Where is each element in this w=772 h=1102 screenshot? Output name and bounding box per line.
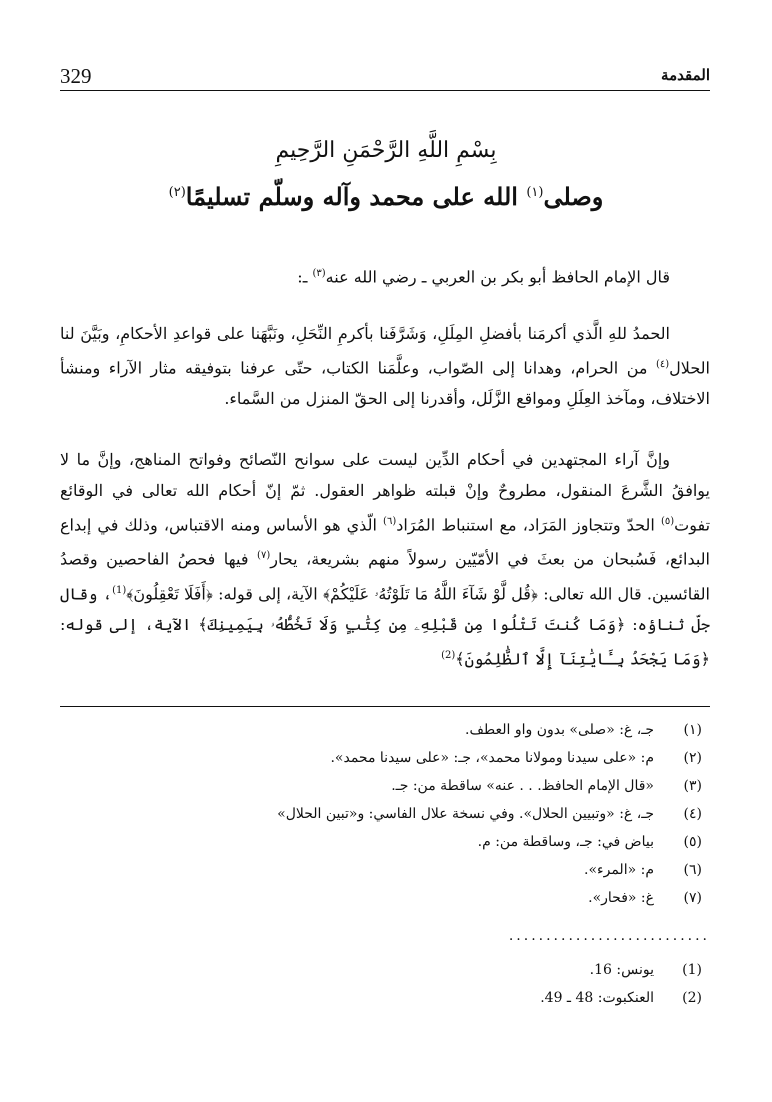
footnote-text: م: «المرء». [584, 862, 654, 878]
quran-reference-item [60, 984, 710, 1012]
footnote-item [60, 744, 710, 772]
footnote-number: (٤) [683, 806, 702, 822]
footnote-divider [60, 706, 710, 707]
footnote-item [60, 800, 710, 828]
main-text-b: الحدّ وتتجاوز المَرَاد، مع استنباط المُرَاد [396, 515, 661, 535]
footnote-number: (٢) [683, 750, 702, 766]
footnote-ref[interactable]: (2) [441, 649, 456, 661]
quran-reference-item [60, 956, 710, 984]
footnote-text: بياض في: جـ، وساقطة من: م. [477, 834, 654, 850]
salutation-line [0, 182, 772, 211]
salutation-part-b: الله على محمد وآله وسلّم تسليمًا [185, 182, 527, 211]
reference-number: (2) [682, 990, 702, 1006]
footnote-text: جـ، غ: «صلى» بدون واو العطف. [465, 722, 654, 738]
footnote-ref[interactable]: (١) [526, 185, 544, 200]
page-number: 329 [60, 64, 92, 88]
footnote-number: (٣) [683, 778, 702, 794]
footnote-item [60, 856, 710, 884]
main-text-e: ، وقال جلّ ثناؤه: ﴿وَمَا كُنتَ تَتْلُوا مِن قَبْلِهِۦ مِن كِتَٰبٍ وَلَا تَخُطُّهُۥ بِيَمِينِكَ﴾ الآية، إلى قوله: ﴿وَمَا يَجْحَدُ بِـَٔايَٰتِنَآ إِلَّا ٱلظَّٰلِمُونَ﴾ [60, 583, 710, 669]
footnote-number: (٥) [683, 834, 702, 850]
reference-text: العنكبوت: 48 ـ 49. [540, 990, 654, 1006]
paragraph-hamd [60, 318, 710, 414]
hamd-text-a: الحمدُ للهِ الَّذي أكرمَنا بأفضلِ المِلَلِ، وَشَرَّفَنا بأكرمِ النِّحَلِ، ونَبَّهَنا على قواعدِ الأحكامِ، وبَيَّنَ لنا الحلال [60, 324, 710, 378]
main-text-d: فيها فحصُ الفاحصين وقصدُ القائسين. قال الله تعالى: ﴿قُل لَّوْ شَآءَ اللَّهُ مَا تَلَوْتُهُۥ عَلَيْكُمْ﴾ الآية، إلى قوله: ﴿أَفَلَا تَعْقِلُونَ﴾ [60, 549, 710, 603]
footnote-ref[interactable]: (٤) [655, 359, 670, 370]
footnote-text: «قال الإمام الحافظ. . . عنه» ساقطة من: جـ. [391, 778, 654, 794]
footnote-ref[interactable]: (٣) [312, 268, 326, 279]
chapter-title: المقدمة [661, 66, 710, 84]
footnote-item [60, 884, 710, 912]
footnote-number: (٦) [683, 862, 702, 878]
hamd-text-b: من الحرام، وهدانا إلى الصّواب، وعلَّمَنا الكتاب، حتّى عرفنا بتوفيقه مثار الآراء ومنشأ الاختلاف، ومآخذ العِلَلِ ومواقع الزَّلَل، وأقدرنا إلى الحقّ المنزل من السَّماء. [60, 358, 710, 409]
footnote-text: غ: «فحار». [588, 890, 654, 906]
main-text-c: الّذي هو الأساس ومنه الاقتباس، وذلك في إبداع البدائع، فَسُبحان من بعثَ في الأمّيّين رسولاً منهم بشريعة، يحار [60, 515, 711, 569]
intro-end: ـ: [297, 267, 313, 287]
footnote-ref[interactable]: (٦) [383, 516, 397, 527]
footnote-ref[interactable]: (٢) [168, 185, 186, 200]
paragraph-main [60, 444, 710, 674]
basmala: بِسْمِ اللَّهِ الرَّحْمَنِ الرَّحِيمِ [275, 138, 497, 163]
footnote-ref[interactable]: (٧) [257, 550, 271, 562]
footnote-number: (٧) [683, 890, 702, 906]
dotted-separator: ........................... [508, 928, 710, 944]
main-text-a: وإنَّ آراء المجتهدين في أحكام الدِّين ليست على سوانح النّصائح وفواتح المناهج، وإنَّ ما لا يوافقُ الشَّرعَ المنقول، مطروحٌ وإنْ قبلته ظواهر العقول. ثمّ إنّ أحكام الله تعالى في الوقائع تفوت [60, 450, 711, 535]
footnote-item [60, 716, 710, 744]
page-header [60, 64, 710, 91]
paragraph-intro [60, 258, 710, 292]
footnote-text: م: «على سيدنا ومولانا محمد»، جـ: «على سيدنا محمد». [330, 750, 654, 766]
footnote-item [60, 828, 710, 856]
salutation-part-a: وصلى [543, 182, 604, 211]
footnotes-list [60, 716, 710, 912]
footnote-number: (١) [683, 722, 702, 738]
reference-number: (1) [682, 962, 702, 978]
intro-text: قال الإمام الحافظ أبو بكر بن العربي ـ رضي الله عنه [325, 267, 670, 287]
footnote-item [60, 772, 710, 800]
footnote-ref[interactable]: (٥) [660, 516, 675, 527]
quran-references-list [60, 956, 710, 1012]
footnote-ref[interactable]: (1) [112, 584, 127, 596]
footnote-text: جـ، غ: «وتبيين الحلال». وفي نسخة علال الفاسي: و«تبين الحلال» [277, 806, 654, 822]
reference-text: يونس: 16. [589, 962, 654, 978]
